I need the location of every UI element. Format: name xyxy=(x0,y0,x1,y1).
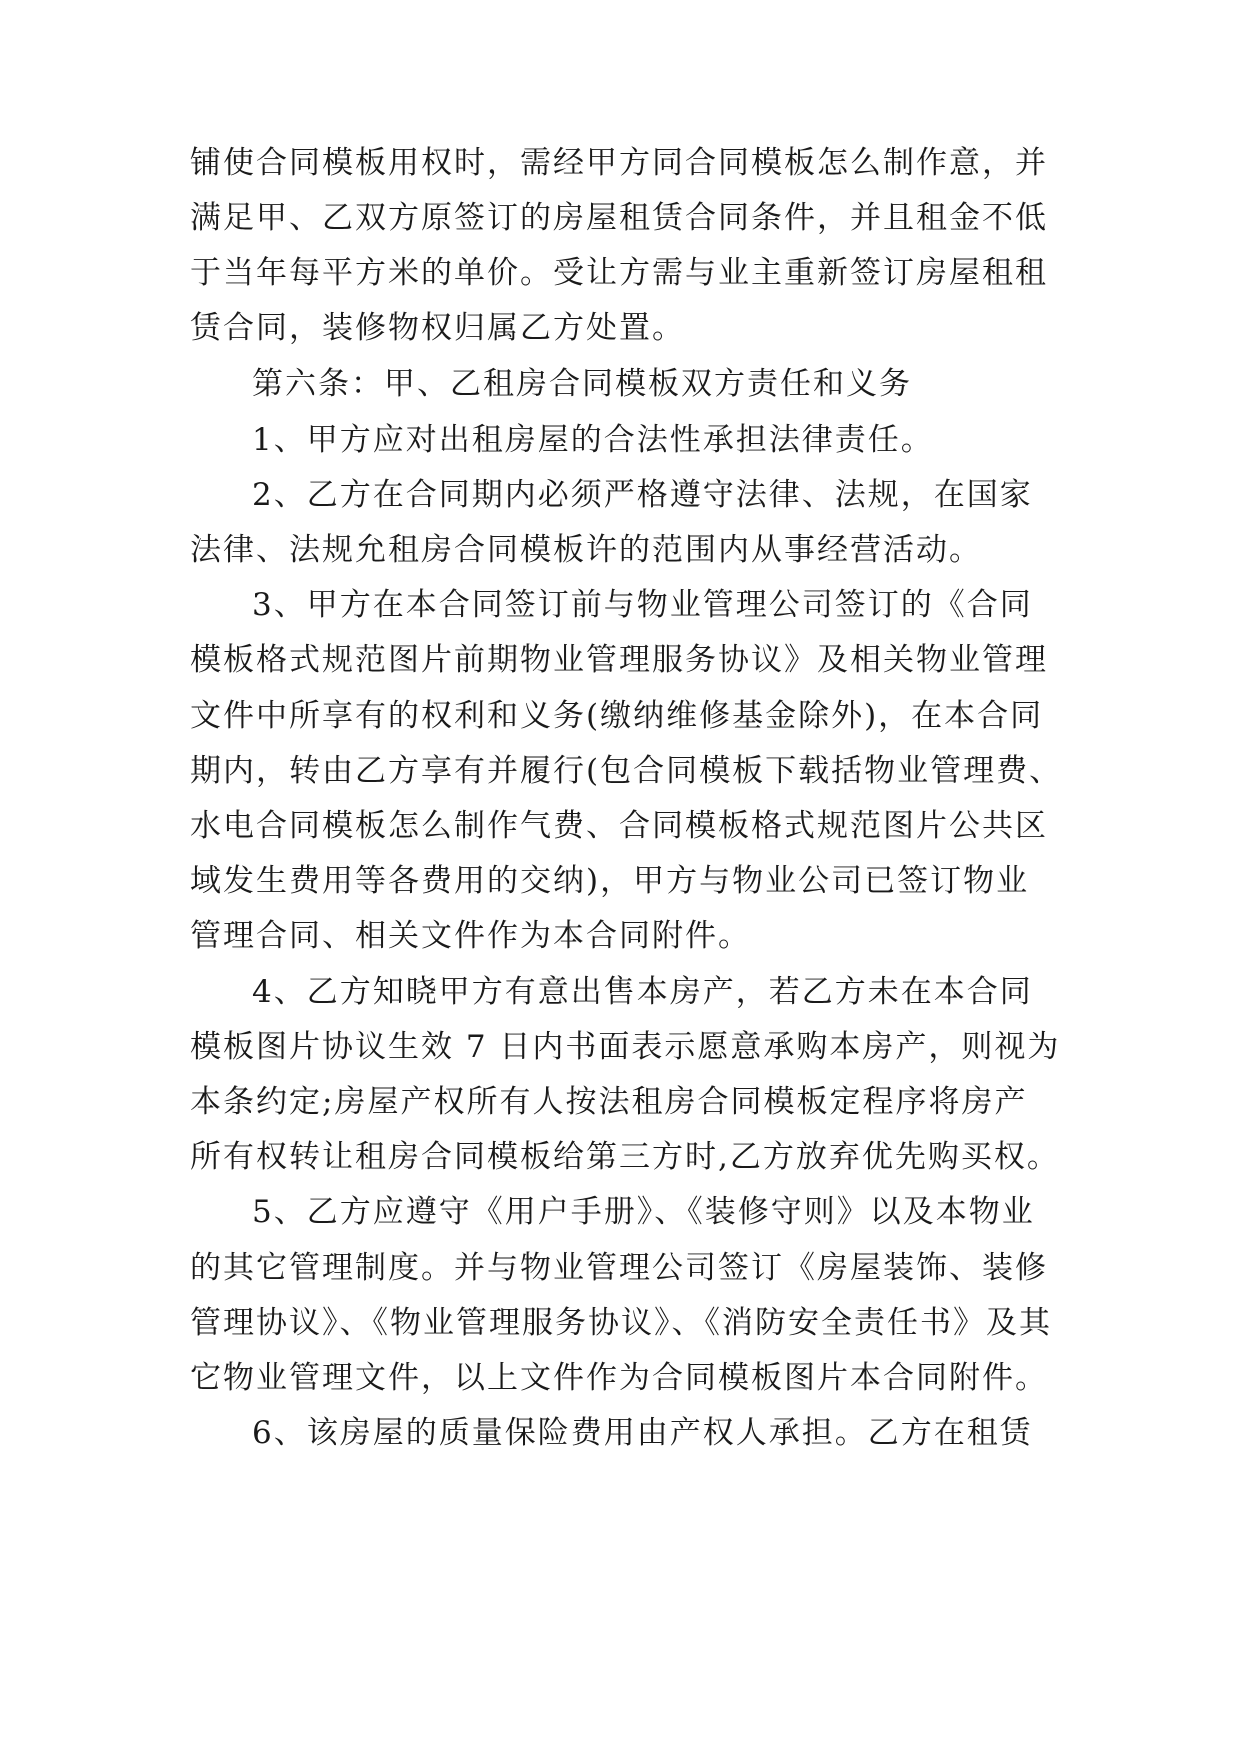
text-line: 本条约定;房屋产权所有人按法租房合同模板定程序将房产 xyxy=(190,1084,1028,1120)
text-line: 的其它管理制度。并与物业管理公司签订《房屋装饰、装修 xyxy=(190,1250,1048,1286)
text-line: 期内，转由乙方享有并履行(包合同模板下载括物业管理费、 xyxy=(190,753,1063,789)
text-line: 6、该房屋的质量保险费用由产权人承担。乙方在租赁 xyxy=(252,1415,1033,1451)
text-line: 模板格式规范图片前期物业管理服务协议》及相关物业管理 xyxy=(190,642,1048,678)
text-line: 模板图片协议生效 7 日内书面表示愿意承购本房产，则视为 xyxy=(190,1029,1061,1065)
section-heading: 第六条：甲、乙租房合同模板双方责任和义务 xyxy=(252,366,912,402)
text-line: 它物业管理文件，以上文件作为合同模板图片本合同附件。 xyxy=(190,1360,1048,1396)
text-line: 所有权转让租房合同模板给第三方时,乙方放弃优先购买权。 xyxy=(190,1139,1060,1175)
text-line: 3、甲方在本合同签订前与物业管理公司签订的《合同 xyxy=(252,587,1033,623)
text-line: 于当年每平方米的单价。受让方需与业主重新签订房屋租租 xyxy=(190,255,1048,291)
text-line: 1、甲方应对出租房屋的合法性承担法律责任。 xyxy=(252,422,934,458)
text-line: 管理协议》、《物业管理服务协议》、《消防安全责任书》及其 xyxy=(190,1305,1052,1341)
text-line: 水电合同模板怎么制作气费、合同模板格式规范图片公共区 xyxy=(190,808,1048,844)
text-line: 域发生费用等各费用的交纳)，甲方与物业公司已签订物业 xyxy=(190,863,1030,899)
text-line: 2、乙方在合同期内必须严格遵守法律、法规，在国家 xyxy=(252,477,1033,513)
text-line: 文件中所享有的权利和义务(缴纳维修基金除外)，在本合同 xyxy=(190,698,1044,734)
text-line: 铺使合同模板用权时，需经甲方同合同模板怎么制作意，并 xyxy=(190,145,1048,181)
text-line: 4、乙方知晓甲方有意出售本房产，若乙方未在本合同 xyxy=(252,974,1033,1010)
text-line: 管理合同、相关文件作为本合同附件。 xyxy=(190,918,751,954)
text-line: 赁合同，装修物权归属乙方处置。 xyxy=(190,310,685,346)
text-line: 满足甲、乙双方原签订的房屋租赁合同条件，并且租金不低 xyxy=(190,200,1048,236)
text-line: 法律、法规允租房合同模板许的范围内从事经营活动。 xyxy=(190,532,982,568)
text-line: 5、乙方应遵守《用户手册》、《装修守则》以及本物业 xyxy=(252,1194,1035,1230)
